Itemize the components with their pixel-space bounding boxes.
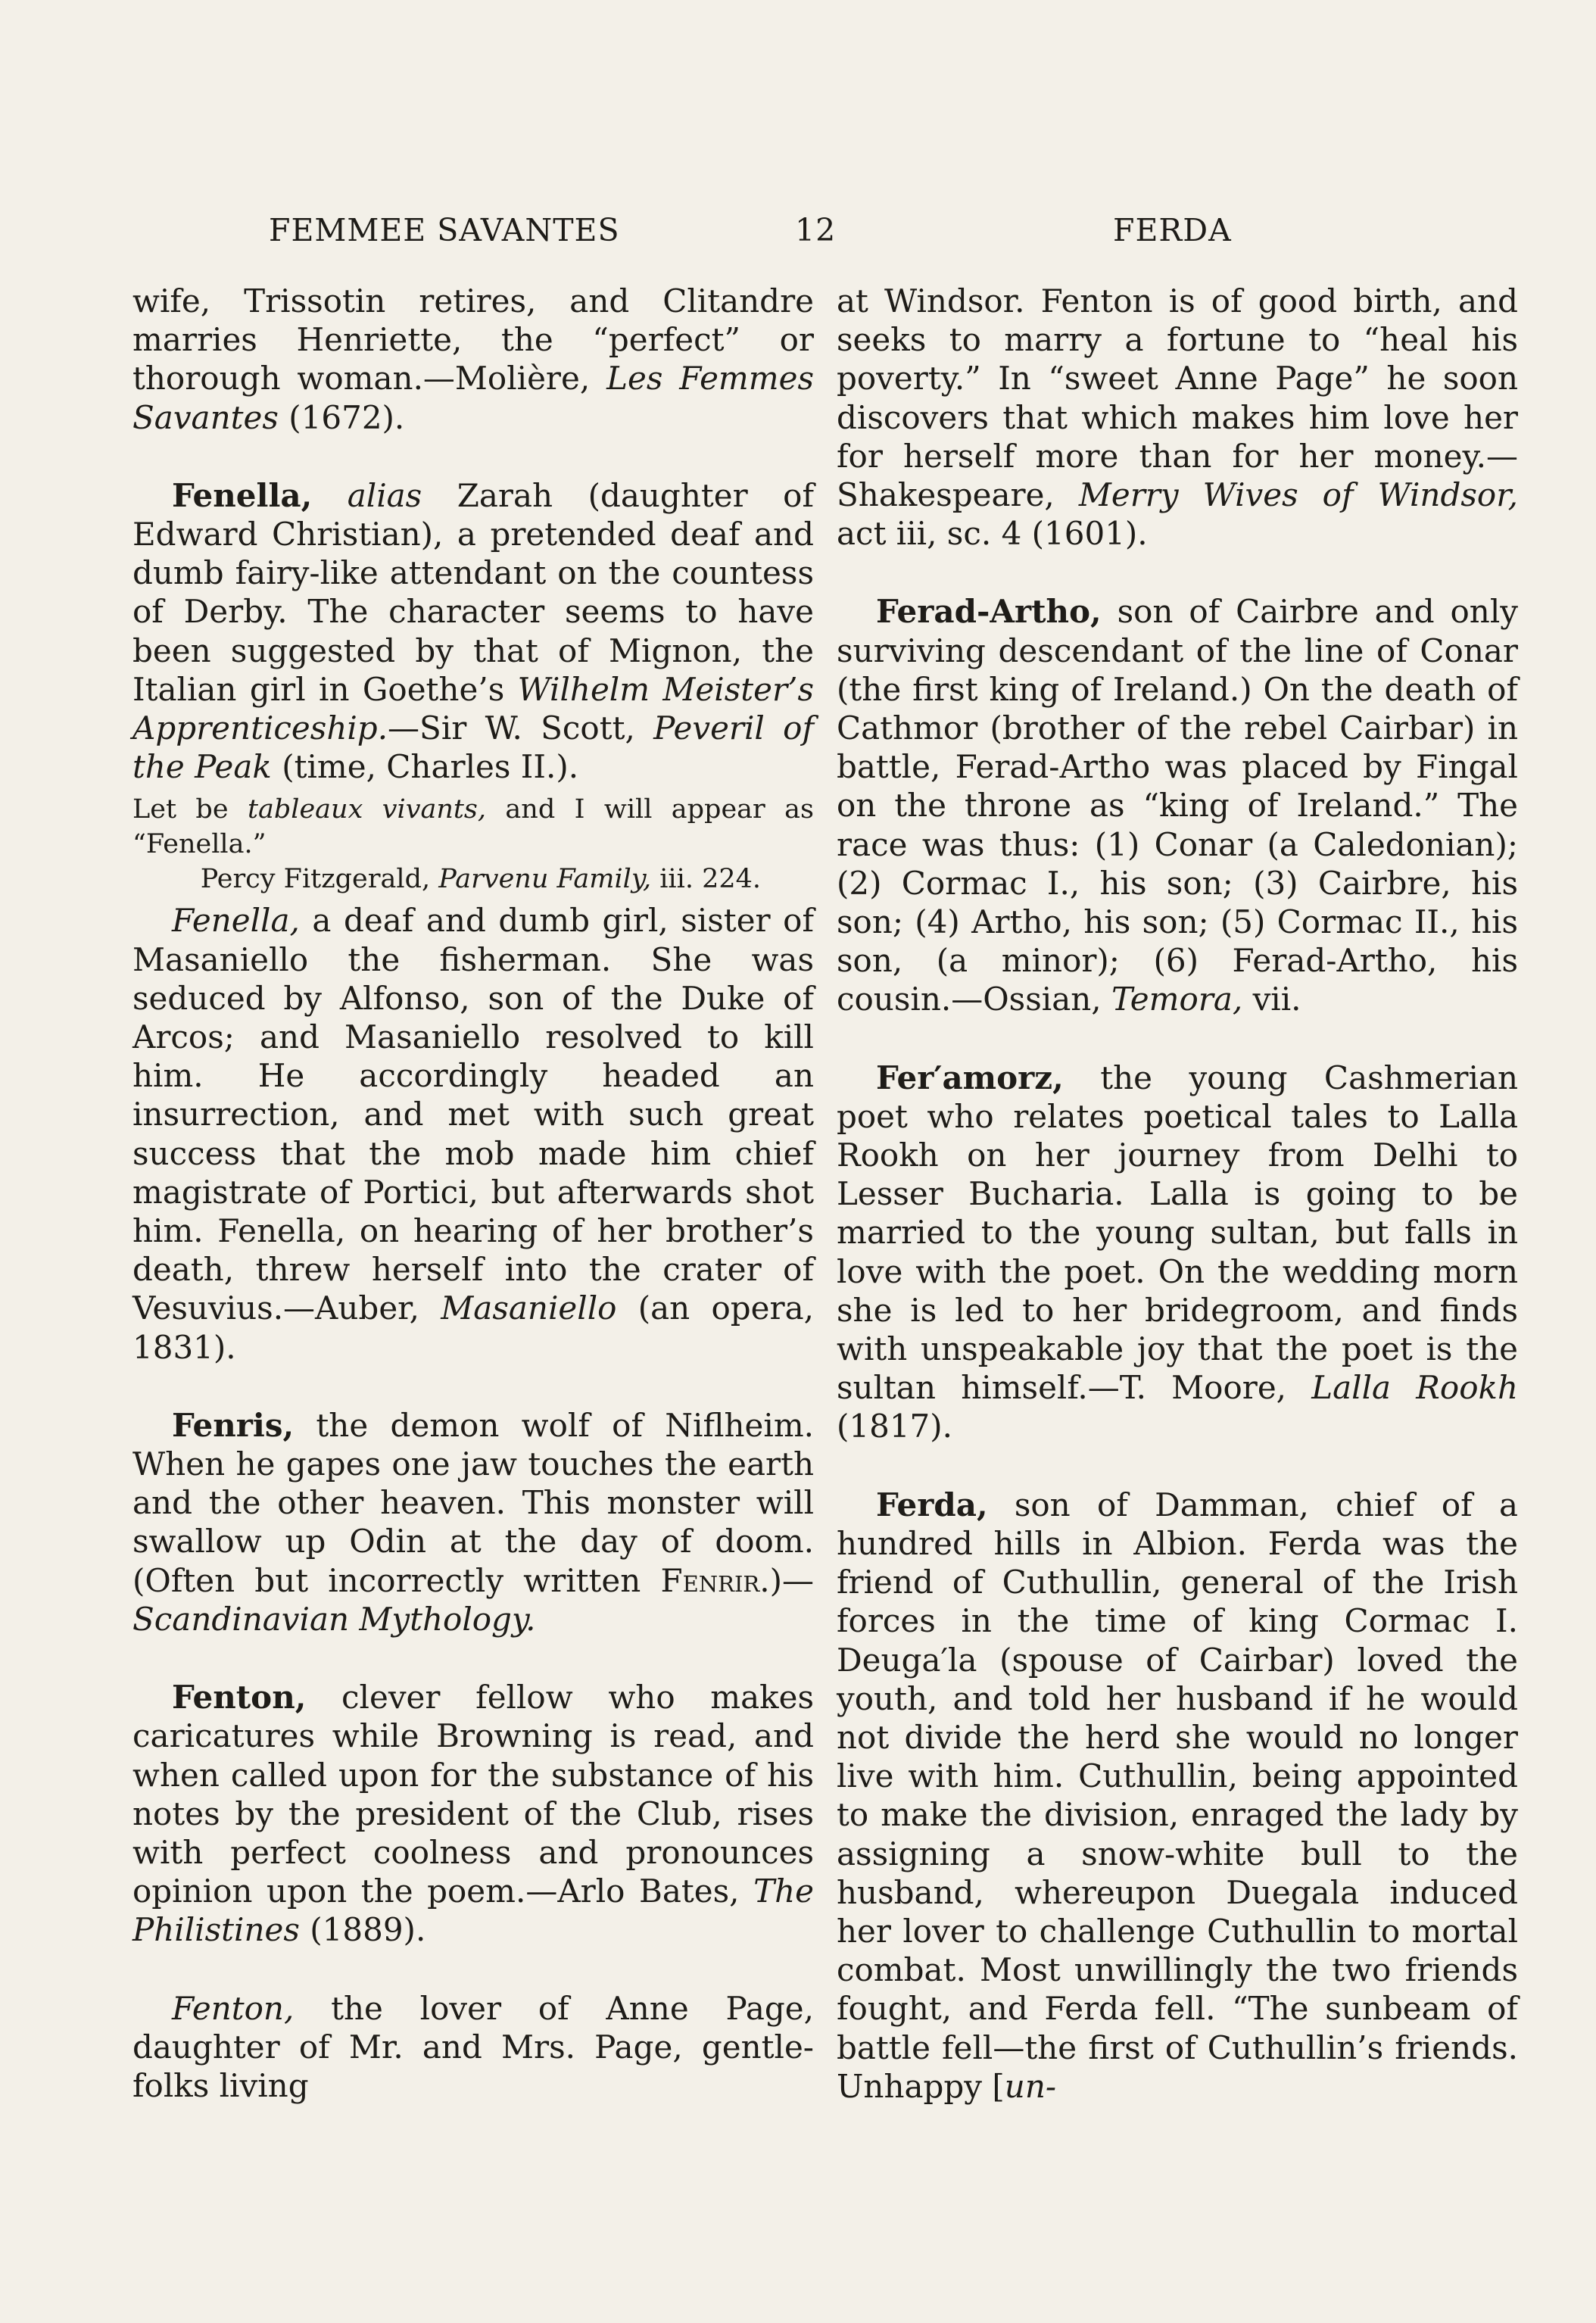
quotation-attribution: Percy Fitzgerald, Parvenu Family, iii. 224.	[200, 864, 761, 895]
entry-continuation: wife, Trissotin retires, and Clitandre marries Henriette, the “perfect” or thorough woman.—Molière, Les Femmes Savantes (1672).	[132, 282, 814, 436]
headword: Fenella,	[172, 476, 313, 514]
headword: Fenris,	[172, 1406, 295, 1444]
headword: Ferad-Artho,	[876, 593, 1102, 631]
entry-fenton-continuation: at Windsor. Fenton is of good birth, and seeks to marry a fortune to “heal his poverty.” In “sweet Anne Page” he soon discovers that which makes him love her for herself more than for her money.—Shakespeare, Merry Wives of Windsor, act iii, sc. 4 (1601).	[837, 282, 1519, 553]
entry-ferad-artho: Ferad-Artho, son of Cairbre and only surviving descendant of the line of Conar (the first king of Ireland.) On the death of Cathmor (brother of the rebel Cairbar) in battle, Ferad-Artho was placed by Fingal on the throne as “king of Ireland.” The race was thus: (1) Conar (a Caledonian); (2) Cormac I., his son; (3) Cairbre, his son; (4) Artho, his son; (5) Cormac II., his son, (a minor); (6) Ferad-Artho, his cousin.—Ossian, Temora, vii.	[837, 593, 1518, 1018]
entry-fenella: Fenella, alias Zarah (daughter of Edward Christian), a pretended deaf and dumb fairy-like attendant on the countess of Derby. The character seems to have been suggested by that of Mignon, the Italian girl in Goethe’s Wilhelm Meister’s Apprenticeship.—Sir W. Scott, Peveril of the Peak (time, Charles II.).	[132, 476, 814, 786]
right-column	[837, 282, 1518, 2106]
running-header	[0, 212, 1596, 257]
header-left: FEMMEE SAVANTES	[269, 212, 620, 248]
page-number: 12	[795, 212, 837, 248]
entry-fenris: Fenris, the demon wolf of Niflheim. When he gapes one jaw touches the earth and the other heaven. This monster will swallow up Odin at the day of doom. (Often but incorrectly written Fenrir.)—Scandinavian Mythology.	[132, 1406, 814, 1638]
left-column	[132, 282, 814, 2105]
entry-ferda: Ferda, son of Damman, chief of a hundred hills in Albion. Ferda was the friend of Cuthullin, general of the Irish forces in the time of king Cormac I. Deuga′la (spouse of Cairbar) loved the youth, and told her husband if he would not divide the herd she would no longer live with him. Cuthullin, being appointed to make the division, enraged the lady by assigning a snow-white bull to the husband, whereupon Duegala induced her lover to challenge Cuthullin to mortal combat. Most unwillingly the two friends fought, and Ferda fell. “The sunbeam of battle fell—the first of Cuthullin’s friends. Unhappy [un-	[837, 1486, 1518, 2105]
headword: Ferda,	[876, 1486, 988, 1523]
header-right: FERDA	[1113, 212, 1232, 248]
headword: Fer′amorz,	[876, 1059, 1064, 1096]
entry-fenton: Fenton, clever fellow who makes caricatures while Browning is read, and when called upon for the substance of his notes by the president of the Club, rises with perfect coolness and pronounces opinion upon the poem.—Arlo Bates, The Philistines (1889).	[132, 1679, 814, 1949]
entry-fenton-2: Fenton, the lover of Anne Page, daughter of Mr. and Mrs. Page, gentle-folks living	[132, 1989, 814, 2104]
entry-feramorz: Fer′amorz, the young Cashmerian poet who relates poetical tales to Lalla Rookh on her journey from Delhi to Lesser Bucharia. Lalla is going to be married to the young sultan, but falls in love with the poet. On the wedding morn she is led to her bridegroom, and finds with unspeakable joy that the poet is the sultan himself.—T. Moore, Lalla Rookh (1817).	[837, 1059, 1518, 1445]
entry-fenella-2: Fenella, a deaf and dumb girl, sister of Masaniello the fisherman. She was seduced by Alfonso, son of the Duke of Arcos; and Masaniello resolved to kill him. He accordingly headed an insurrection, and met with such great success that the mob made him chief magistrate of Portici, but afterwards shot him. Fenella, on hearing of her brother’s death, threw herself into the crater of Vesuvius.—Auber, Masaniello (an opera, 1831).	[132, 902, 815, 1366]
quotation: Let be tableaux vivants, and I will appear as “Fenella.”	[132, 794, 814, 860]
headword: Fenton,	[172, 1679, 307, 1717]
